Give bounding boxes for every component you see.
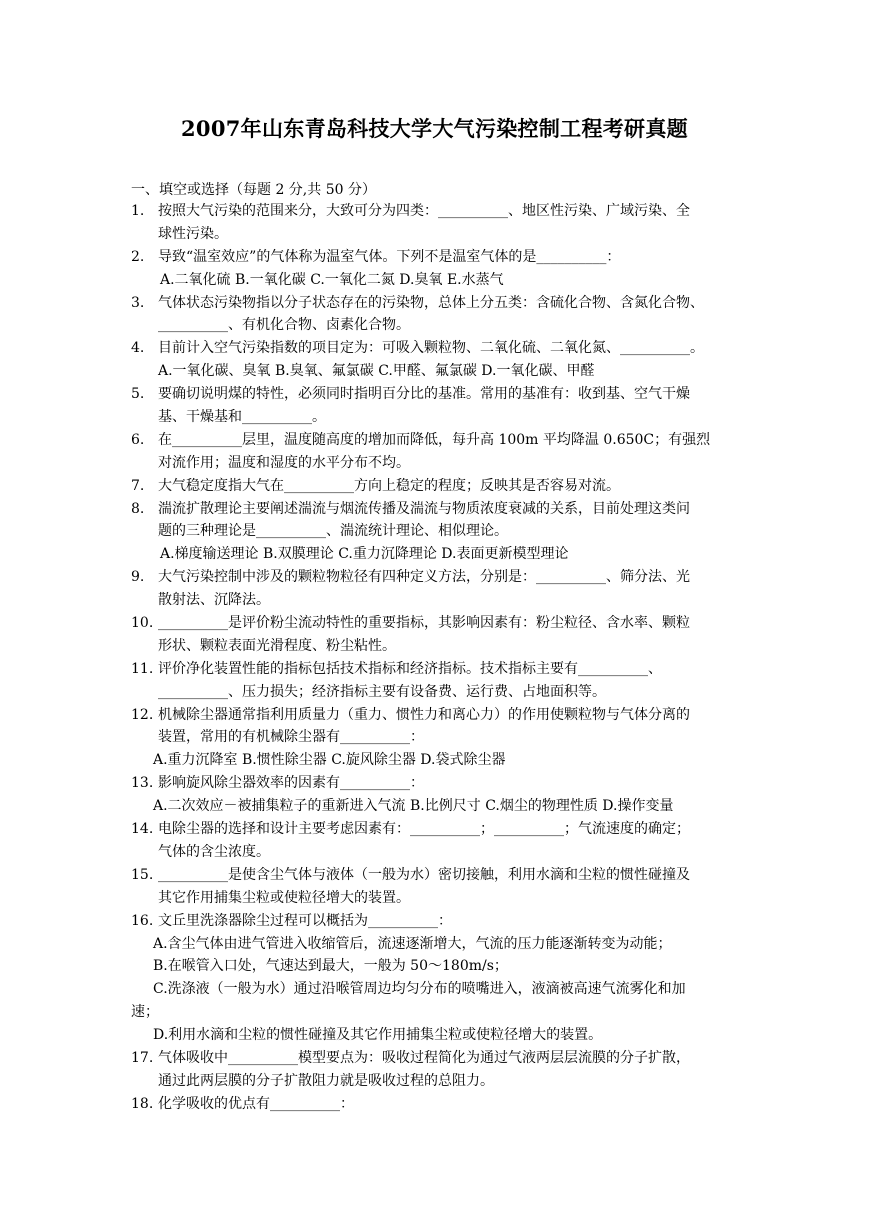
text-line [131,566,741,589]
question-text: 电除尘器的选择和设计主要考虑因素有：__________；__________；气流速度的确定； [158,821,690,838]
question-text: 形状、颗粒表面光滑程度、粉尘粘性。 [158,637,396,654]
text-line [131,910,741,933]
question-number: 6. [131,431,145,448]
question-number: 12. [131,706,154,723]
question-number: 1. [131,203,145,219]
text-line [131,635,741,658]
question-text: B.在喉管入口处，气速达到最大，一般为 50～180m/s； [153,958,508,975]
question-text: 球性污染。 [158,225,228,242]
text-line [131,475,741,498]
question-text: 气体的含尘浓度。 [158,843,270,860]
question-text: A.含尘气体由进气管进入收缩管后，流速逐渐增大，气流的压力能逐渐转变为动能； [153,935,672,952]
question-number: 15. [131,866,154,883]
question-number: 17. [131,1049,154,1066]
question-number: 9. [131,569,145,586]
question-text: A.一氧化碳、臭氧 B.臭氧、氟氯碳 C.甲醛、氟氯碳 D.一氧化碳、甲醛 [158,363,595,380]
question-text: 装置，常用的有机械除尘器有__________： [158,729,424,746]
text-line [131,589,741,612]
question-text: __________是评价粉尘流动特性的重要指标，其影响因素有：粉尘粒径、含水率、颗粒 [158,615,690,632]
text-line [131,978,741,1001]
text-line [131,292,741,315]
text-line [131,1024,741,1047]
question-text: A.二次效应－被捕集粒子的重新进入气流 B.比例尺寸 C.烟尘的物理性质 D.操作变量 [153,798,674,815]
text-line [131,749,741,772]
text-line [131,200,741,223]
text-line [131,1001,741,1024]
question-text: 速； [131,1004,159,1021]
question-number: 18. [131,1095,154,1112]
text-line [131,1093,741,1116]
question-number: 5. [131,386,145,403]
question-text: 通过此两层膜的分子扩散阻力就是吸收过程的总阻力。 [158,1072,494,1089]
question-text: 目前计入空气污染指数的项目定为：可吸入颗粒物、二氧化硫、二氧化氮、__________。 [158,340,704,357]
question-text: 导致“温室效应”的气体称为温室气体。下列不是温室气体的是__________： [158,248,621,265]
question-text: A.梯度输送理论 B.双膜理论 C.重力沉降理论 D.表面更新模型理论 [160,546,569,563]
question-text: 湍流扩散理论主要阐述湍流与烟流传播及湍流与物质浓度衰减的关系，目前处理这类问 [158,500,690,517]
question-number: 7. [131,477,145,494]
question-text: 大气污染控制中涉及的颗粒物粒径有四种定义方法，分别是：__________、筛分法、光 [158,569,690,586]
question-number: 8. [131,500,145,517]
text-line [131,612,741,635]
text-line [131,543,741,566]
text-line [131,887,741,910]
question-text: C.洗涤液（一般为水）通过沿喉管周边均匀分布的喷嘴进入，液滴被高速气流雾化和加 [153,981,686,998]
question-number: 13. [131,775,154,792]
question-text: __________是使含尘气体与液体（一般为水）密切接触，利用水滴和尘粒的惯性碰撞及 [158,866,690,883]
question-text: 化学吸收的优点有__________： [158,1095,354,1112]
text-line [131,841,741,864]
question-text: 基、干燥基和__________。 [158,409,326,426]
text-line [131,704,741,727]
question-text: 影响旋风除尘器效率的因素有__________： [158,775,424,792]
question-text: 机械除尘器通常指利用质量力（重力、惯性力和离心力）的作用使颗粒物与气体分离的 [158,706,690,723]
question-number: 2. [131,248,145,265]
question-number: 4. [131,340,145,357]
question-text: 题的三种理论是__________、湍流统计理论、相似理论。 [158,523,508,540]
question-text: 按照大气污染的范围来分，大致可分为四类：__________、地区性污染、广域污染、全 [158,203,690,219]
text-line [131,933,741,956]
text-line [131,795,741,818]
question-text: 散射法、沉降法。 [158,592,270,609]
question-text: __________、压力损失；经济指标主要有设备费、运行费、占地面积等。 [158,683,606,700]
question-text: D.利用水滴和尘粒的惯性碰撞及其它作用捕集尘粒或使粒径增大的装置。 [153,1027,603,1044]
text-line [131,452,741,475]
question-number: 11. [131,660,154,677]
section-heading: 一、填空或选择（每题 2 分,共 50 分） [131,182,376,198]
question-number: 14. [131,821,154,838]
text-line [131,681,741,704]
text-line [131,726,741,749]
text-line [131,658,741,681]
text-line [131,314,741,337]
text-line [131,269,741,292]
question-text: 其它作用捕集尘粒或使粒径增大的装置。 [158,889,410,906]
question-number: 3. [131,294,145,311]
text-line [131,1047,741,1070]
question-text: 气体状态污染物指以分子状态存在的污染物，总体上分五类：含硫化合物、含氮化合物、 [158,294,704,311]
text-line [131,498,741,521]
text-line [131,406,741,429]
text-line [131,955,741,978]
question-number: 10. [131,615,154,632]
question-text: 气体吸收中__________模型要点为：吸收过程简化为通过气液两层层流膜的分子扩散， [158,1049,690,1066]
question-text: 文丘里洗涤器除尘过程可以概括为__________： [158,912,452,929]
text-line [131,429,741,452]
text-line [131,818,741,841]
question-text: 对流作用；温度和湿度的水平分布不均。 [158,454,410,471]
text-line [131,772,741,795]
text-line [131,383,741,406]
text-line [131,520,741,543]
question-text: 大气稳定度指大气在__________方向上稳定的程度；反映其是否容易对流。 [158,477,620,494]
text-line [131,223,741,246]
question-text: A.重力沉降室 B.惯性除尘器 C.旋风除尘器 D.袋式除尘器 [153,752,506,769]
text-line [131,360,741,383]
question-text: __________、有机化合物、卤素化合物。 [158,317,410,334]
question-text: 评价净化装置性能的指标包括技术指标和经济指标。技术指标主要有__________、 [158,660,662,677]
question-number: 16. [131,912,154,929]
text-line [131,337,741,360]
question-text: 要确切说明煤的特性，必须同时指明百分比的基准。常用的基准有：收到基、空气干燥 [158,386,690,403]
document-title: 2007年山东青岛科技大学大气污染控制工程考研真题 [181,116,688,141]
text-line [131,1070,741,1093]
text-line [131,864,741,887]
text-line [131,246,741,269]
question-list [131,200,741,1116]
question-text: 在__________层里，温度随高度的增加而降低，每升高 100m 平均降温 0.650C；有强烈 [158,431,711,448]
question-text: A.二氧化硫 B.一氧化碳 C.一氧化二氮 D.臭氧 E.水蒸气 [160,271,504,288]
